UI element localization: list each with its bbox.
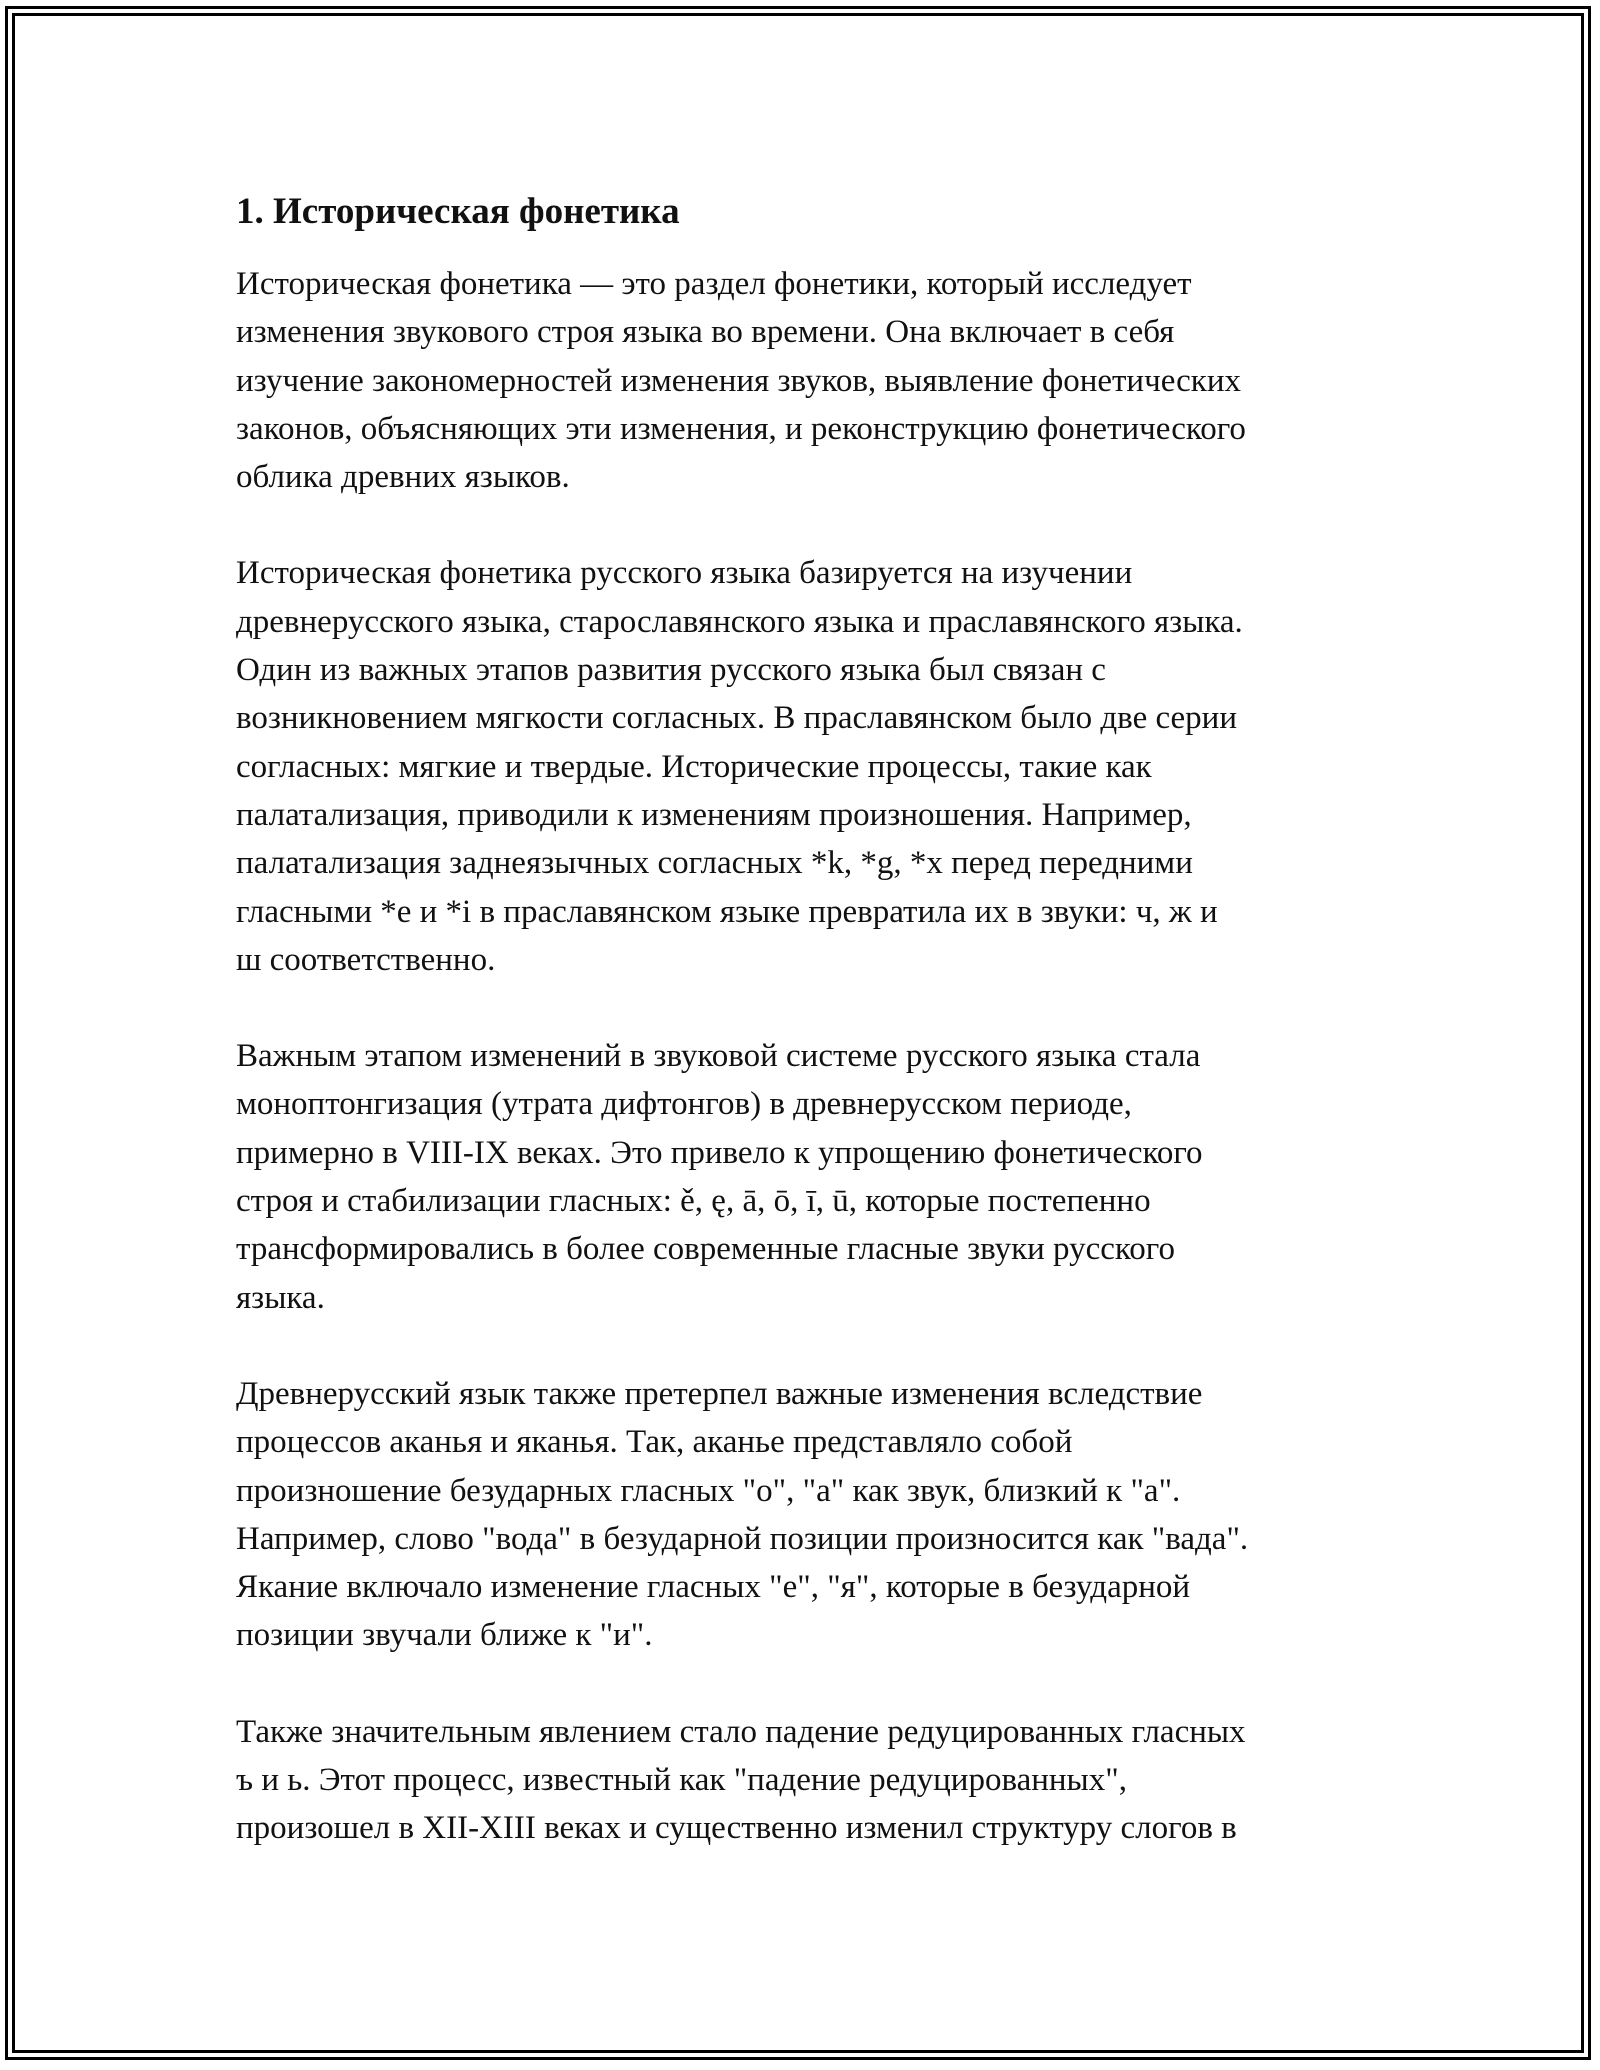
- text-line: Один из важных этапов развития русского языка был связан с: [236, 652, 1106, 689]
- text-line: языка.: [236, 1279, 325, 1316]
- paragraph-2: [236, 549, 1376, 984]
- paragraph-5: [236, 1708, 1376, 1853]
- text-line: облика древних языков.: [236, 459, 570, 496]
- text-line: произошел в XII-XIII веках и существенно изменил структуру слогов в: [236, 1810, 1237, 1847]
- text-line: согласных: мягкие и твердые. Исторические процессы, такие как: [236, 748, 1152, 785]
- document-body: [236, 188, 1376, 1901]
- text-line: произношение безударных гласных "о", "а" как звук, близкий к "а".: [236, 1472, 1181, 1509]
- text-line: Историческая фонетика русского языка базируется на изучении: [236, 555, 1133, 592]
- paragraph-3: [236, 1032, 1376, 1322]
- text-line: возникновением мягкости согласных. В праславянском было две серии: [236, 700, 1237, 737]
- text-line: Также значительным явлением стало падение редуцированных гласных: [236, 1713, 1246, 1750]
- text-line: позиции звучали ближе к "и".: [236, 1617, 653, 1654]
- text-line: гласными *e и *i в праславянском языке превратила их в звуки: ч, ж и: [236, 893, 1218, 930]
- text-line: Важным этапом изменений в звуковой системе русского языка стала: [236, 1038, 1201, 1075]
- text-line: Якание включало изменение гласных "е", "я", которые в безударной: [236, 1569, 1191, 1606]
- text-line: палатализация, приводили к изменениям произношения. Например,: [236, 796, 1192, 833]
- text-line: палатализация заднеязычных согласных *k, *g, *x перед передними: [236, 845, 1193, 882]
- text-line: моноптонгизация (утрата дифтонгов) в древнерусском периоде,: [236, 1086, 1132, 1123]
- text-line: Историческая фонетика — это раздел фонетики, который исследует: [236, 266, 1192, 302]
- paragraph-4: [236, 1370, 1376, 1660]
- text-line: трансформировались в более современные гласные звуки русского: [236, 1231, 1175, 1268]
- text-line: ъ и ь. Этот процесс, известный как "падение редуцированных",: [236, 1762, 1127, 1799]
- text-line: законов, объясняющих эти изменения, и реконструкцию фонетического: [236, 410, 1246, 447]
- text-line: древнерусского языка, старославянского языка и праславянского языка.: [236, 603, 1243, 640]
- text-line: Древнерусский язык также претерпел важные изменения вследствие: [236, 1375, 1203, 1412]
- text-line: процессов аканья и яканья. Так, аканье представляло собой: [236, 1424, 1073, 1461]
- text-line: примерно в VIII-IX веках. Это привело к упрощению фонетического: [236, 1134, 1203, 1171]
- text-line: изучение закономерностей изменения звуков, выявление фонетических: [236, 362, 1242, 399]
- text-line: изменения звукового строя языка во времени. Она включает в себя: [236, 314, 1175, 351]
- section-heading: 1. Историческая фонетика: [236, 191, 680, 232]
- paragraph-1: [236, 260, 1376, 501]
- text-line: Например, слово "вода" в безударной позиции произносится как "вада".: [236, 1520, 1249, 1557]
- text-line: строя и стабилизации гласных: ě, ę, ā, ō, ī, ū, которые постепенно: [236, 1183, 1151, 1220]
- text-line: ш соответственно.: [236, 941, 496, 978]
